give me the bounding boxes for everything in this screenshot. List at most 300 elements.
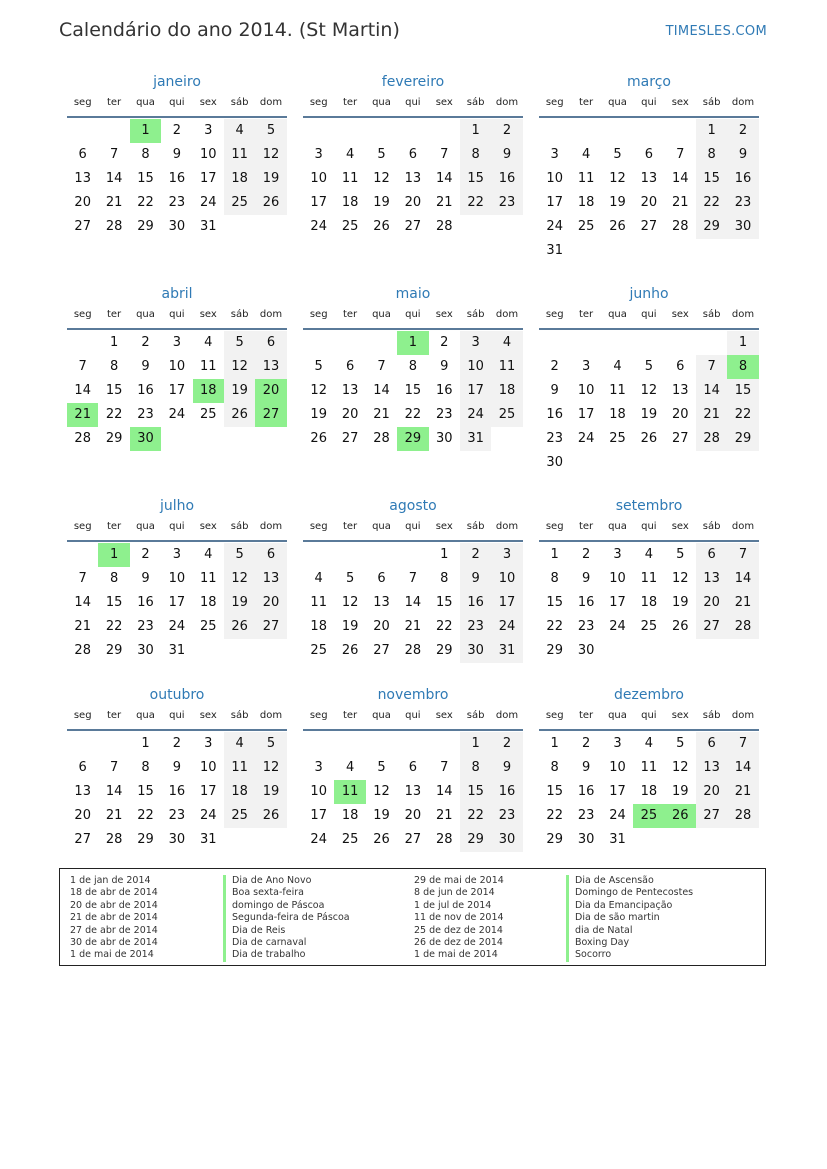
empty-cell: [539, 119, 570, 143]
weekday-header: [67, 518, 287, 542]
weekday-label: sex: [435, 309, 453, 320]
day-cell: 12: [640, 383, 658, 398]
day-cell: 22: [546, 619, 563, 634]
day-cell: 17: [546, 195, 563, 210]
day-cell: 3: [491, 543, 522, 567]
weekday-header: [303, 306, 523, 330]
day-cell: 15: [105, 383, 123, 398]
holiday-date: 1 de jul de 2014: [414, 899, 492, 911]
day-cell: 29: [137, 832, 154, 847]
day-cell: 11: [640, 571, 658, 586]
weekday-label: qui: [169, 710, 185, 721]
day-cell: 21: [671, 195, 689, 210]
day-cell: 4: [314, 571, 323, 586]
empty-cell: [67, 331, 98, 355]
holiday-date: 18 de abr de 2014: [70, 887, 158, 899]
weekday-label: qui: [169, 309, 185, 320]
weekday-label: seg: [73, 710, 92, 721]
day-cell: 16: [168, 171, 186, 186]
day-cell: 24: [460, 403, 491, 427]
empty-cell: [665, 331, 696, 355]
day-cell: 9: [491, 143, 522, 167]
weekday-header: [67, 94, 287, 118]
days-grid: [539, 543, 759, 663]
weekday-label: dom: [259, 710, 283, 721]
day-cell: 8: [550, 571, 559, 586]
holiday-name: Dia de Reis: [223, 925, 350, 937]
day-cell: 21: [105, 195, 123, 210]
day-cell: 23: [168, 808, 186, 823]
day-cell: 12: [373, 784, 390, 799]
weekday-label: ter: [342, 521, 358, 532]
day-cell: 6: [408, 147, 417, 162]
day-cell: 7: [440, 760, 449, 775]
day-cell: 22: [137, 808, 154, 823]
weekday-label: qui: [405, 309, 421, 320]
day-cell: 29: [435, 643, 453, 658]
holiday-name: dia de Natal: [566, 925, 693, 937]
day-cell: 8: [109, 359, 119, 374]
day-cell: 10: [168, 359, 186, 374]
day-cell: 27: [640, 219, 658, 234]
day-cell: 16: [137, 595, 154, 610]
empty-cell: [696, 331, 727, 355]
day-cell: 11: [199, 571, 217, 586]
day-cell: 1: [141, 736, 150, 751]
day-cell: 9: [172, 147, 181, 162]
holiday-day-cell: 1: [98, 543, 129, 567]
day-cell: 13: [696, 756, 727, 780]
holiday-name: Dia de Ascensão: [566, 875, 693, 887]
holiday-name: Dia da Emancipação: [566, 900, 693, 912]
day-cell: 24: [609, 619, 626, 634]
weekday-label: ter: [578, 97, 594, 108]
day-cell: 26: [373, 219, 390, 234]
weekday-label: sex: [671, 521, 689, 532]
empty-cell: [633, 119, 664, 143]
day-cell: 28: [435, 219, 453, 234]
weekday-header: [539, 707, 759, 731]
holiday-names-left: [223, 875, 350, 962]
day-cell: 14: [404, 595, 422, 610]
day-cell: 13: [671, 383, 689, 398]
weekday-label: dom: [495, 97, 519, 108]
weekday-header: [539, 306, 759, 330]
day-cell: 19: [255, 780, 286, 804]
day-cell: 20: [696, 780, 727, 804]
day-cell: 6: [676, 359, 685, 374]
day-cell: 21: [105, 808, 123, 823]
day-cell: 27: [404, 219, 422, 234]
day-cell: 28: [74, 431, 91, 446]
day-cell: 16: [727, 167, 758, 191]
day-cell: 14: [696, 379, 727, 403]
weekday-label: dom: [259, 521, 283, 532]
day-cell: 9: [141, 359, 150, 374]
day-cell: 15: [435, 595, 453, 610]
day-cell: 30: [168, 219, 186, 234]
day-cell: 1: [696, 119, 727, 143]
day-cell: 8: [408, 359, 417, 374]
month-name: fevereiro: [381, 74, 445, 90]
weekday-label: dom: [731, 710, 755, 721]
day-cell: 10: [546, 171, 563, 186]
day-cell: 23: [577, 619, 595, 634]
day-cell: 5: [224, 543, 255, 567]
day-cell: 7: [727, 543, 758, 567]
month-abril: [67, 282, 287, 494]
empty-cell: [397, 732, 428, 756]
day-cell: 26: [255, 191, 286, 215]
brand-link[interactable]: TIMESLES.COM: [665, 24, 767, 39]
day-cell: 2: [460, 543, 491, 567]
empty-cell: [67, 119, 98, 143]
day-cell: 1: [550, 547, 559, 562]
month-junho: [539, 282, 759, 494]
month-março: [539, 70, 759, 282]
day-cell: 27: [404, 832, 422, 847]
day-cell: 2: [141, 335, 150, 350]
day-cell: 26: [341, 643, 359, 658]
day-cell: 26: [373, 832, 390, 847]
day-cell: 28: [727, 615, 758, 639]
day-cell: 15: [546, 784, 563, 799]
empty-cell: [429, 732, 460, 756]
weekday-label: sex: [435, 97, 453, 108]
day-cell: 7: [109, 147, 119, 162]
empty-cell: [539, 331, 570, 355]
day-cell: 4: [644, 547, 653, 562]
day-cell: 13: [404, 784, 422, 799]
day-cell: 17: [168, 595, 186, 610]
weekday-label: qua: [136, 521, 155, 532]
holiday-date: 26 de dez de 2014: [414, 936, 503, 948]
empty-cell: [570, 331, 601, 355]
day-cell: 9: [491, 756, 522, 780]
day-cell: 7: [440, 147, 449, 162]
day-cell: 27: [696, 615, 727, 639]
weekday-label: ter: [342, 97, 358, 108]
day-cell: 14: [105, 171, 123, 186]
holiday-day-cell: 29: [397, 427, 428, 451]
day-cell: 23: [137, 407, 154, 422]
weekday-label: sáb: [230, 710, 249, 721]
day-cell: 18: [491, 379, 522, 403]
weekday-label: qui: [641, 710, 657, 721]
day-cell: 29: [546, 643, 563, 658]
day-cell: 12: [255, 756, 286, 780]
day-cell: 20: [640, 195, 658, 210]
weekday-label: qua: [136, 97, 155, 108]
day-cell: 31: [199, 832, 217, 847]
day-cell: 16: [577, 784, 595, 799]
day-cell: 2: [581, 736, 591, 751]
day-cell: 21: [74, 619, 91, 634]
day-cell: 12: [255, 143, 286, 167]
weekday-label: sex: [199, 521, 217, 532]
day-cell: 18: [224, 167, 255, 191]
weekday-label: dom: [495, 309, 519, 320]
weekday-label: seg: [545, 521, 564, 532]
month-outubro: [67, 683, 287, 873]
day-cell: 3: [550, 147, 559, 162]
weekday-label: qui: [641, 97, 657, 108]
day-cell: 4: [224, 732, 255, 756]
day-cell: 8: [141, 147, 150, 162]
day-cell: 3: [460, 331, 491, 355]
month-maio: [303, 282, 523, 494]
weekday-label: sáb: [702, 97, 721, 108]
day-cell: 13: [696, 567, 727, 591]
holiday-day-cell: 8: [727, 355, 758, 379]
day-cell: 20: [404, 195, 422, 210]
day-cell: 2: [491, 119, 522, 143]
weekday-label: ter: [578, 309, 594, 320]
empty-cell: [366, 732, 397, 756]
empty-cell: [303, 543, 334, 567]
day-cell: 23: [168, 195, 186, 210]
day-cell: 14: [435, 784, 453, 799]
day-cell: 19: [255, 167, 286, 191]
day-cell: 23: [546, 431, 563, 446]
day-cell: 26: [255, 804, 286, 828]
holiday-day-cell: 11: [334, 780, 365, 804]
day-cell: 7: [78, 571, 87, 586]
day-cell: 12: [671, 760, 689, 775]
day-cell: 16: [491, 780, 522, 804]
day-cell: 15: [137, 171, 154, 186]
day-cell: 24: [546, 219, 563, 234]
day-cell: 22: [105, 619, 123, 634]
day-cell: 31: [168, 643, 186, 658]
day-cell: 5: [314, 359, 323, 374]
day-cell: 9: [727, 143, 758, 167]
day-cell: 19: [224, 379, 255, 403]
day-cell: 6: [255, 543, 286, 567]
day-cell: 10: [609, 760, 626, 775]
days-grid: [67, 119, 287, 239]
day-cell: 20: [671, 407, 689, 422]
month-name: maio: [395, 286, 431, 302]
day-cell: 7: [408, 571, 417, 586]
day-cell: 31: [609, 832, 626, 847]
day-cell: 7: [727, 732, 758, 756]
day-cell: 5: [345, 571, 355, 586]
day-cell: 11: [640, 760, 658, 775]
day-cell: 22: [105, 407, 123, 422]
day-cell: 17: [310, 808, 327, 823]
month-name: novembro: [377, 687, 449, 703]
day-cell: 4: [204, 547, 213, 562]
day-cell: 2: [581, 547, 591, 562]
month-name: junho: [629, 286, 669, 302]
day-cell: 4: [204, 335, 213, 350]
holiday-day-cell: 18: [193, 379, 224, 403]
holiday-date: 1 de mai de 2014: [70, 949, 154, 961]
empty-cell: [665, 119, 696, 143]
weekday-header: [303, 518, 523, 542]
weekday-label: ter: [106, 97, 122, 108]
day-cell: 26: [224, 403, 255, 427]
day-cell: 28: [435, 832, 453, 847]
day-cell: 15: [727, 379, 758, 403]
day-cell: 20: [74, 808, 91, 823]
holiday-name: Dia de carnaval: [223, 937, 350, 949]
empty-cell: [334, 119, 365, 143]
day-cell: 10: [310, 784, 327, 799]
holiday-day-cell: 30: [130, 427, 161, 451]
day-cell: 6: [408, 760, 417, 775]
weekday-label: qui: [169, 97, 185, 108]
day-cell: 2: [172, 736, 181, 751]
day-cell: 9: [141, 571, 150, 586]
day-cell: 8: [550, 760, 559, 775]
day-cell: 14: [671, 171, 689, 186]
weekday-label: sáb: [466, 97, 485, 108]
day-cell: 6: [255, 331, 286, 355]
day-cell: 10: [199, 147, 217, 162]
day-cell: 12: [310, 383, 327, 398]
day-cell: 1: [460, 119, 491, 143]
day-cell: 28: [105, 832, 123, 847]
day-cell: 24: [168, 407, 186, 422]
day-cell: 23: [491, 804, 522, 828]
day-cell: 28: [404, 643, 422, 658]
day-cell: 4: [345, 760, 355, 775]
day-cell: 21: [727, 780, 758, 804]
day-cell: 9: [550, 383, 559, 398]
weekday-label: qui: [641, 521, 657, 532]
day-cell: 14: [105, 784, 123, 799]
weekday-label: seg: [545, 309, 564, 320]
month-name: outubro: [149, 687, 205, 703]
day-cell: 18: [577, 195, 595, 210]
day-cell: 2: [172, 123, 181, 138]
day-cell: 27: [74, 219, 91, 234]
weekday-label: sex: [671, 97, 689, 108]
day-cell: 14: [435, 171, 453, 186]
day-cell: 8: [141, 760, 150, 775]
day-cell: 24: [609, 808, 626, 823]
empty-cell: [303, 119, 334, 143]
day-cell: 26: [310, 431, 327, 446]
weekday-label: seg: [545, 710, 564, 721]
empty-cell: [303, 331, 334, 355]
day-cell: 24: [199, 195, 217, 210]
day-cell: 1: [727, 331, 758, 355]
day-cell: 19: [341, 619, 359, 634]
day-cell: 30: [727, 215, 758, 239]
day-cell: 25: [341, 832, 359, 847]
weekday-label: qua: [608, 710, 627, 721]
day-cell: 31: [546, 243, 563, 258]
day-cell: 11: [224, 143, 255, 167]
weekday-label: sex: [435, 521, 453, 532]
day-cell: 3: [172, 547, 181, 562]
weekday-label: qua: [372, 710, 391, 721]
weekday-label: sáb: [466, 309, 485, 320]
weekday-label: sáb: [702, 710, 721, 721]
month-name: setembro: [615, 498, 683, 514]
day-cell: 12: [341, 595, 359, 610]
day-cell: 17: [609, 784, 626, 799]
days-grid: [67, 732, 287, 852]
weekday-label: qua: [608, 309, 627, 320]
day-cell: 3: [613, 736, 622, 751]
empty-cell: [397, 119, 428, 143]
month-name: abril: [161, 286, 193, 302]
day-cell: 17: [460, 379, 491, 403]
weekday-label: qui: [405, 521, 421, 532]
day-cell: 13: [74, 784, 91, 799]
weekday-label: sex: [199, 309, 217, 320]
empty-cell: [602, 331, 633, 355]
day-cell: 19: [671, 595, 689, 610]
holiday-date: 1 de mai de 2014: [414, 949, 498, 961]
month-fevereiro: [303, 70, 523, 282]
weekday-label: qua: [136, 309, 155, 320]
day-cell: 3: [314, 760, 323, 775]
day-cell: 1: [440, 547, 449, 562]
empty-cell: [366, 331, 397, 355]
day-cell: 6: [377, 571, 386, 586]
holiday-day-cell: 1: [397, 331, 428, 355]
day-cell: 14: [373, 383, 390, 398]
day-cell: 15: [696, 167, 727, 191]
day-cell: 21: [435, 195, 453, 210]
day-cell: 26: [609, 219, 626, 234]
day-cell: 26: [640, 431, 658, 446]
day-cell: 13: [341, 383, 359, 398]
holiday-name: Boxing Day: [566, 937, 693, 949]
day-cell: 20: [404, 808, 422, 823]
weekday-label: sex: [671, 710, 689, 721]
day-cell: 18: [640, 784, 658, 799]
holiday-dates-right: [414, 875, 504, 962]
day-cell: 8: [440, 571, 449, 586]
weekday-label: seg: [73, 309, 92, 320]
days-grid: [539, 732, 759, 852]
days-grid: [67, 543, 287, 663]
holiday-name: Segunda-feira de Páscoa: [223, 912, 350, 924]
weekday-header: [539, 518, 759, 542]
day-cell: 11: [224, 756, 255, 780]
month-dezembro: [539, 683, 759, 873]
day-cell: 10: [491, 567, 522, 591]
weekday-label: qua: [608, 521, 627, 532]
day-cell: 30: [168, 832, 186, 847]
day-cell: 13: [74, 171, 91, 186]
day-cell: 10: [460, 355, 491, 379]
empty-cell: [334, 732, 365, 756]
holiday-date: 21 de abr de 2014: [70, 912, 158, 924]
day-cell: 27: [74, 832, 91, 847]
weekday-label: qua: [608, 97, 627, 108]
day-cell: 30: [435, 431, 453, 446]
weekday-label: sáb: [466, 521, 485, 532]
day-cell: 30: [577, 832, 595, 847]
day-cell: 1: [109, 335, 119, 350]
empty-cell: [429, 119, 460, 143]
day-cell: 13: [404, 171, 422, 186]
day-cell: 15: [137, 784, 154, 799]
day-cell: 5: [255, 119, 286, 143]
day-cell: 18: [341, 808, 359, 823]
days-grid: [67, 331, 287, 451]
day-cell: 6: [345, 359, 355, 374]
weekday-label: qua: [136, 710, 155, 721]
day-cell: 12: [224, 355, 255, 379]
